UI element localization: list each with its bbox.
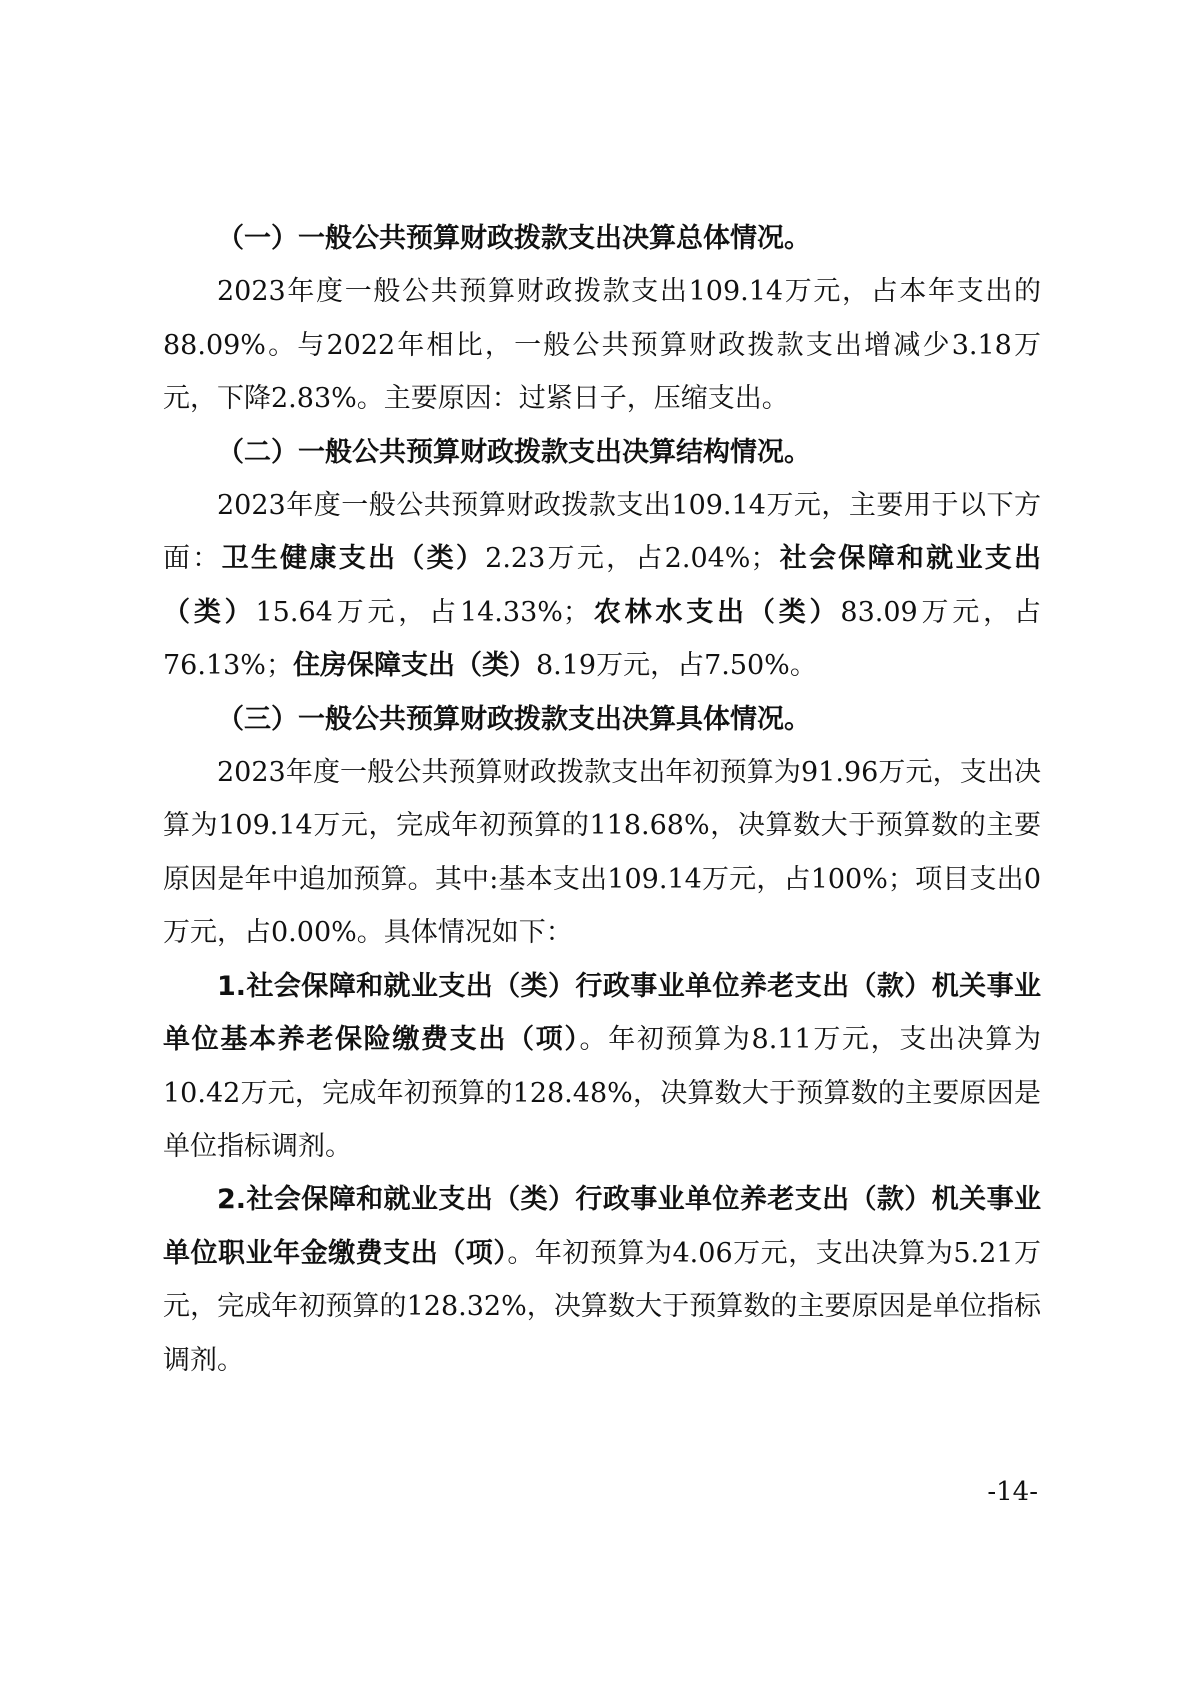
section-heading-3: （三）一般公共预算财政拨款支出决算具体情况。 <box>217 703 811 735</box>
category-detail-health: 2.23万元，占2.04%； <box>485 543 778 575</box>
detail-item-1 <box>163 960 1041 1174</box>
section-paragraph-2 <box>163 479 1041 693</box>
section-paragraph-3: 2023年度一般公共预算财政拨款支出年初预算为91.96万元，支出决算为109.14万元，完成年初预算的118.68%，决算数大于预算数的主要原因是年中追加预算。其中:基本支出109.14万元，占100%；项目支出0万元，占0.00%。具体情况如下： <box>163 757 1041 949</box>
category-detail-agriculture: 83.09万元，占76.13%； <box>163 596 1042 682</box>
section-heading-2: （二）一般公共预算财政拨款支出决算结构情况。 <box>217 436 811 468</box>
detail-item-text: 。年初预算为8.11万元，支出决算为10.42万元，完成年初预算的128.48%，决算数大于预算数的主要原因是单位指标调剂。 <box>163 1024 1042 1162</box>
document-body <box>163 212 1041 1387</box>
page-number: -14- <box>987 1477 1038 1507</box>
category-name-health: 卫生健康支出（类） <box>221 543 486 575</box>
category-name-housing: 住房保障支出（类） <box>292 650 536 682</box>
detail-item-title: 1.社会保障和就业支出（类）行政事业单位养老支出（款）机关事业单位基本养老保险缴费支出（项） <box>163 970 1041 1056</box>
section-heading-1: （一）一般公共预算财政拨款支出决算总体情况。 <box>217 223 811 254</box>
section-paragraph-1: 2023年度一般公共预算财政拨款支出109.14万元，占本年支出的88.09%。与2022年相比，一般公共预算财政拨款支出增减少3.18万元，下降2.83%。主要原因：过紧日子，压缩支出。 <box>163 276 1041 415</box>
detail-item-title: 2.社会保障和就业支出（类）行政事业单位养老支出（款）机关事业单位职业年金缴费支出（项） <box>163 1184 1041 1269</box>
category-name-agriculture: 农林水支出（类） <box>589 596 841 628</box>
structure-intro: 2023年度一般公共预算财政拨款支出109.14万元，主要用于以下方面： <box>163 490 1041 575</box>
detail-item-2 <box>163 1173 1041 1387</box>
category-name-social-security: 社会保障和就业支出（类） <box>163 543 1042 628</box>
category-detail-social-security: 15.64万元，占14.33%； <box>255 596 590 628</box>
detail-item-text: 。年初预算为4.06万元，支出决算为5.21万元，完成年初预算的128.32%，决算数大于预算数的主要原因是单位指标调剂。 <box>163 1237 1041 1376</box>
category-detail-housing: 8.19万元，占7.50%。 <box>535 650 817 682</box>
